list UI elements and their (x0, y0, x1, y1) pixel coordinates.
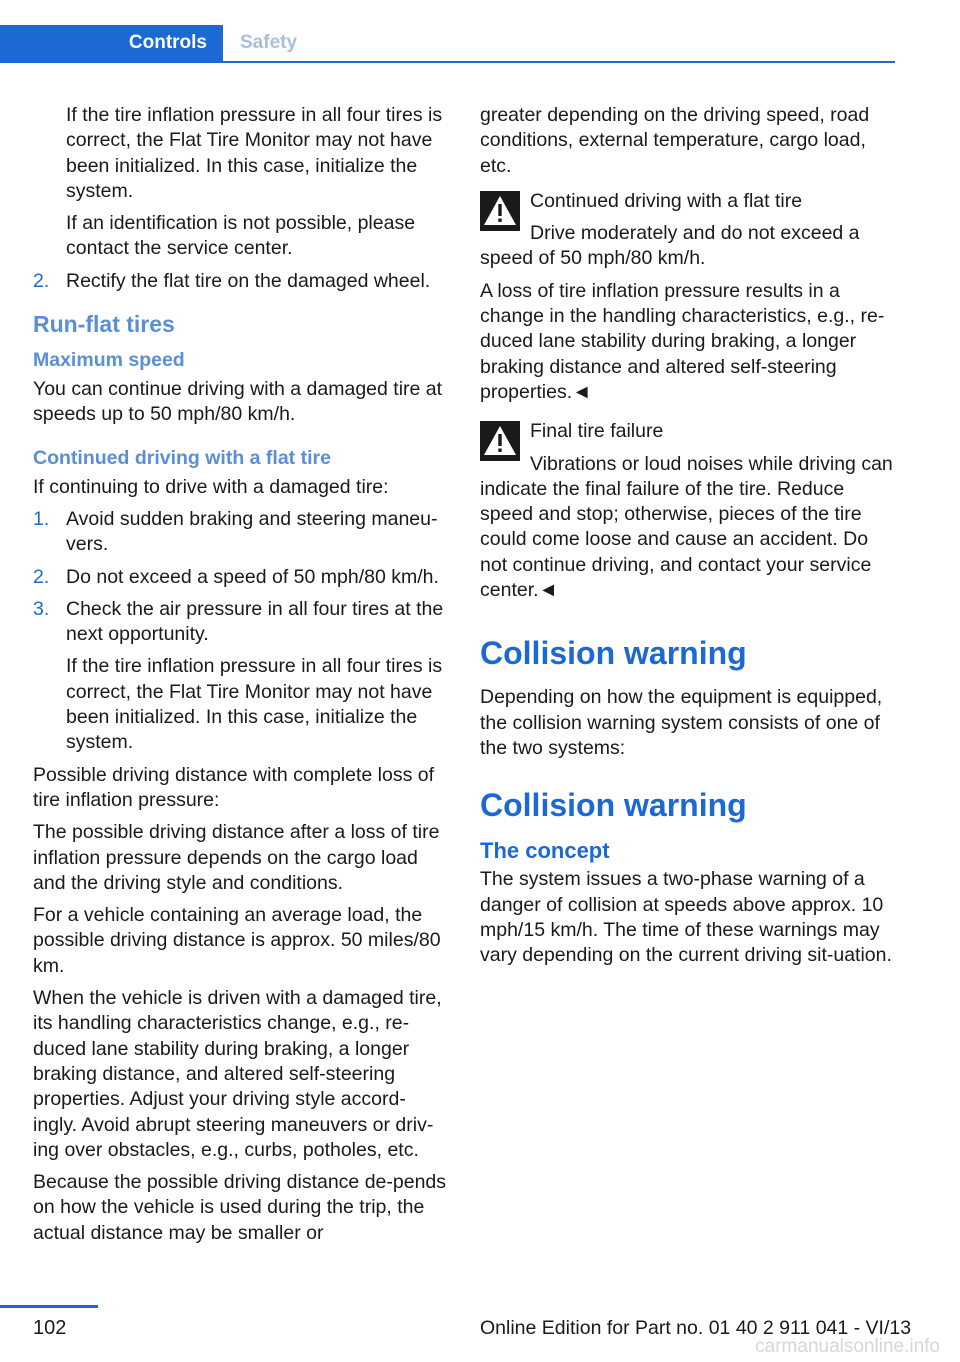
paragraph: If continuing to drive with a damaged tire: (33, 475, 389, 498)
watermark: carmanualsonline.info (755, 1336, 940, 1357)
right-column (480, 103, 896, 975)
warning-title: Final tire failure (530, 420, 664, 443)
warning-triangle-icon (480, 191, 520, 231)
list-item (33, 597, 449, 756)
paragraph: For a vehicle containing an average load, the possible driving distance is approx. 50 miles/80 km. (33, 904, 441, 977)
paragraph: Depending on how the equipment is equipped, the collision warning system consists of one of the two systems: (480, 686, 883, 759)
list-text: Rectify the flat tire on the damaged wheel. (66, 269, 431, 292)
list-number: 3. (33, 597, 50, 620)
paragraph: The system issues a two-phase warning of a danger of collision at speeds above approx. 10 mph/15 km/h. The time of these warnings may vary depending on the current driving sit‐uation. (480, 868, 892, 967)
tab-safety[interactable]: Safety (240, 32, 298, 53)
warning-text: Drive moderately and do not exceed a speed of 50 mph/80 km/h. (480, 222, 860, 270)
footer-rule (0, 1305, 98, 1308)
list-item (33, 565, 449, 590)
list-item (33, 507, 449, 558)
warning-text: Vibrations or loud noises while driving can indicate the final failure of the tire. Reduce speed and stop; otherwise, pieces of the tire could come loose and cause an accident. Do not continue driving, and contact your service center.◄ (480, 452, 893, 602)
page-number: 102 (33, 1317, 67, 1339)
paragraph: Because the possible driving distance de‐pends on how the vehicle is used during the trip, the actual distance may be smaller or (33, 1171, 447, 1244)
list-number: 2. (33, 565, 50, 588)
paragraph: greater depending on the driving speed, road conditions, external temperature, cargo load, etc. (480, 104, 870, 177)
paragraph: The possible driving distance after a loss of tire inflation pressure depends on the cargo load and the driving style and conditions. (33, 821, 440, 894)
list-number: 1. (33, 507, 50, 530)
heading-the-concept: The concept (480, 838, 610, 864)
list-text: Avoid sudden braking and steering maneu‐vers. (66, 507, 438, 556)
paragraph: A loss of tire inflation pressure results in a change in the handling characteristics, e.g., re‐duced lane stability during braking, a longer braking distance and altered self-steering properties.◄ (480, 279, 885, 403)
list-item (33, 269, 449, 294)
list-text: Check the air pressure in all four tires at the next opportunity. (66, 597, 444, 646)
tab-controls[interactable]: Controls (0, 25, 223, 61)
edition-note: Online Edition for Part no. 01 40 2 911 041 - VI/13 (480, 1317, 912, 1339)
list-text: Do not exceed a speed of 50 mph/80 km/h. (66, 565, 439, 588)
left-column (33, 103, 449, 1253)
heading-collision-warning-2: Collision warning (480, 787, 747, 824)
section-tab-bar (0, 25, 895, 63)
warning-box (480, 419, 896, 603)
paragraph: If an identification is not possible, please contact the service center. (66, 212, 416, 260)
warning-triangle-icon (480, 421, 520, 461)
list-subtext: If the tire inflation pressure in all four tires is correct, the Flat Tire Monitor may not have been initialized. In this case, initialize the system. (66, 655, 443, 754)
heading-maximum-speed: Maximum speed (33, 349, 185, 372)
heading-collision-warning: Collision warning (480, 635, 747, 672)
paragraph: Possible driving distance with complete loss of tire inflation pressure: (33, 763, 435, 811)
warning-title: Continued driving with a flat tire (530, 189, 803, 212)
list-number: 2. (33, 269, 50, 292)
paragraph: You can continue driving with a damaged tire at speeds up to 50 mph/80 km/h. (33, 378, 443, 426)
paragraph: If the tire inflation pressure in all four tires is correct, the Flat Tire Monitor may not have been initialized. In this case, initialize the system. (66, 104, 443, 202)
paragraph: When the vehicle is driven with a damaged tire, its handling characteristics change, e.g., re‐duced lane stability during braking, a longer braking distance, and altered self-steering properties. Adjust your driving style accord‐ingly. Avoid abrupt steering maneuvers or driv‐ing over obstacles, e.g., curbs, potholes, etc. (33, 987, 442, 1161)
heading-run-flat-tires: Run-flat tires (33, 311, 175, 338)
warning-box (480, 189, 896, 272)
heading-continued-driving: Continued driving with a flat tire (33, 446, 331, 469)
